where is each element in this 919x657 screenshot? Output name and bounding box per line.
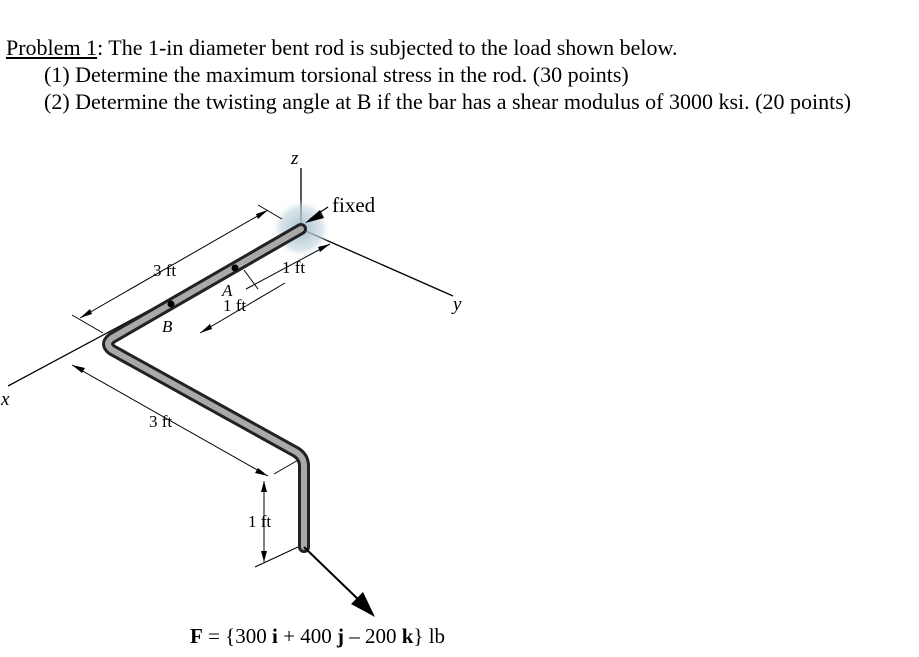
dim-3ft-upper-arrow-right: [256, 210, 268, 219]
axis-z-label: z: [291, 148, 299, 169]
dim-3ft-lower-extension: [274, 459, 300, 474]
problem-part-2: (2) Determine the twisting angle at B if the bar has a shear modulus of 3000 ksi. (20 points): [44, 89, 852, 114]
dim-3ft-upper-extension-left: [72, 315, 103, 333]
fixed-label: fixed: [332, 193, 376, 217]
bent-rod: [108, 229, 304, 547]
problem-statement: : The 1-in diameter bent rod is subjected to the load shown below.: [97, 35, 678, 60]
dim-1ft-vertical-extension-bottom: [255, 547, 298, 567]
force-k: k: [401, 624, 414, 648]
dim-1ft-vertical-arrow-top: [261, 481, 267, 492]
force-i: i: [272, 624, 278, 648]
force-plus: + 400: [277, 624, 337, 648]
dim-1ft-vertical-label: 1 ft: [248, 512, 272, 531]
dim-3ft-upper-label: 3 ft: [153, 261, 177, 280]
force-j: j: [336, 624, 344, 648]
dim-1ft-ab-label: 1 ft: [223, 296, 247, 315]
point-b-marker: [168, 301, 175, 308]
dim-1ft-vertical-arrow-bottom: [261, 551, 267, 562]
force-symbol: F: [190, 624, 203, 648]
force-equals: = {300: [202, 624, 273, 648]
point-a-marker: [232, 265, 239, 272]
force-equation: [190, 624, 445, 648]
force-minus: – 200: [343, 624, 402, 648]
axis-x-label: x: [1, 389, 10, 410]
dim-3ft-lower-label: 3 ft: [149, 412, 173, 431]
dim-1ft-end-label: 1 ft: [282, 258, 306, 277]
dim-1ft-ab-arrow: [200, 324, 212, 333]
bent-rod-highlight: [108, 229, 304, 547]
point-b-label: B: [162, 317, 173, 336]
point-a-label: A: [222, 281, 233, 300]
force-vector-line: [304, 547, 363, 604]
force-unit: } lb: [413, 624, 446, 648]
problem-part-1: (1) Determine the maximum torsional stress in the rod. (30 points): [44, 62, 629, 87]
problem-label: Problem 1: [6, 35, 98, 60]
axis-y-label: y: [453, 294, 462, 315]
dim-3ft-upper-arrow-left: [80, 309, 92, 318]
